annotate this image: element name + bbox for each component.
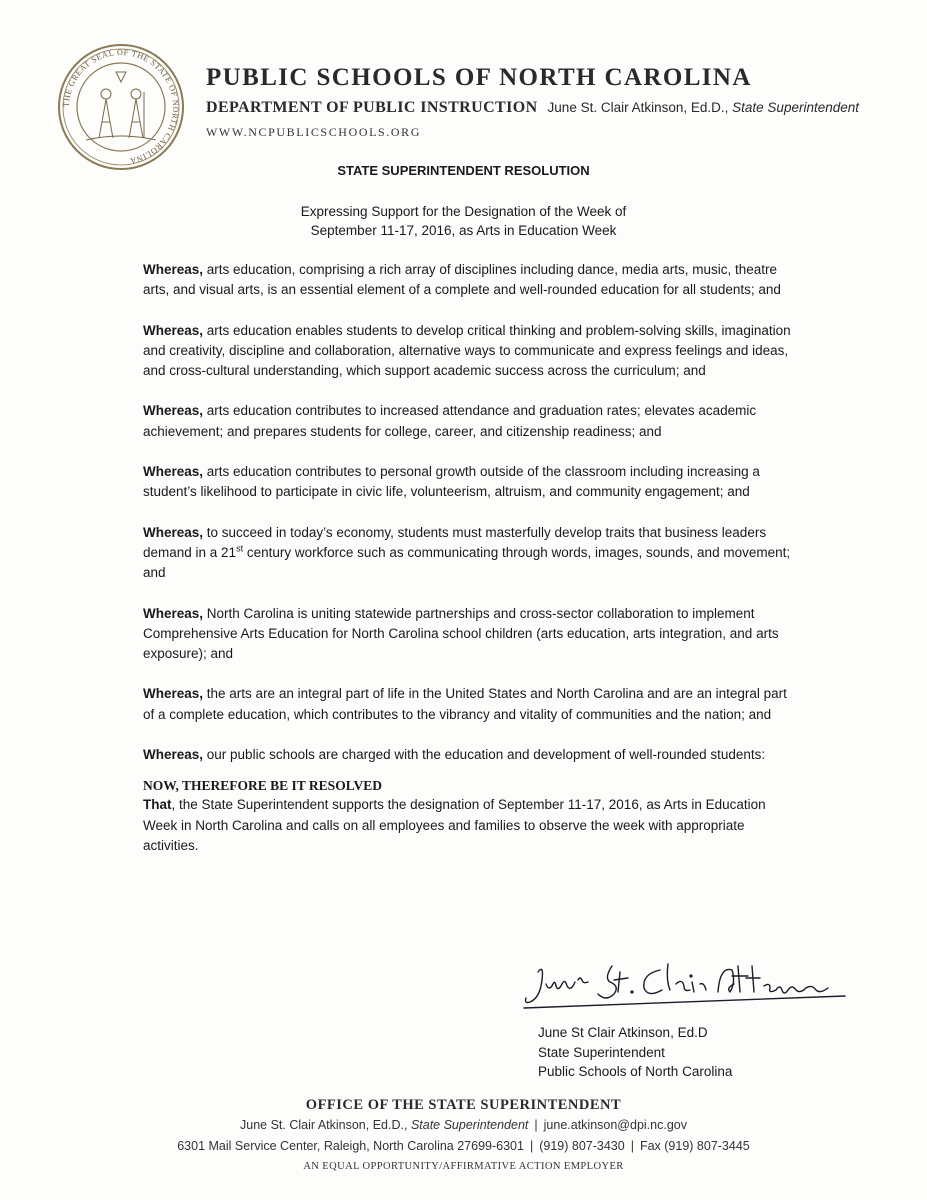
whereas-text: arts education, comprising a rich array of disciplines including dance, media arts, music, theatre arts, and visual arts, is an essential element of a complete and well-rounded education for all students; and: [143, 262, 781, 298]
whereas-text: arts education enables students to develop critical thinking and problem-solving skills, imagination and creativity, discipline and collaboration, alternative ways to communicate and express feelings and ideas, and cross-cultural understanding, which support academic success across the curriculum; and: [143, 322, 791, 379]
superintendent-title: State Superintendent: [732, 100, 860, 115]
footer-title: State Superintendent: [410, 1118, 529, 1132]
footer-separator: |: [630, 1139, 634, 1153]
whereas-text: the arts are an integral part of life in the United States and North Carolina and are an integral part of a complete education, which contributes to the vibrancy and vitality of communities and the nation; and: [143, 686, 787, 722]
seal-ring-text: THE GREAT SEAL OF THE STATE OF NORTH CAROLINA: [61, 47, 181, 166]
letterhead-website: WWW.NCPUBLICSCHOOLS.ORG: [206, 125, 422, 139]
whereas-label: Whereas,: [143, 464, 204, 480]
footer-fax: Fax (919) 807-3445: [639, 1139, 750, 1153]
whereas-clause: [143, 321, 793, 382]
resolved-that: That: [143, 797, 172, 813]
letterhead-superintendent: [548, 100, 859, 115]
whereas-clause: [143, 462, 793, 503]
whereas-clause: [143, 684, 793, 725]
whereas-text: century workforce such as communicating through words, images, sounds, and movement; and: [143, 544, 791, 581]
whereas-text: arts education contributes to increased attendance and graduation rates; elevates academic achievement; and prepares students for college, career, and citizenship readiness; and: [143, 403, 757, 439]
resolved-text: [143, 795, 793, 856]
footer-email: june.atkinson@dpi.nc.gov: [543, 1118, 687, 1132]
footer-contact-line-1: [0, 1118, 927, 1132]
whereas-text: to succeed in today’s economy, students must masterfully develop traits that business leaders demand in a 21: [143, 524, 767, 560]
signer-org: Public Schools of North Carolina: [538, 1064, 733, 1079]
letterhead-title: PUBLIC SCHOOLS OF NORTH CAROLINA: [206, 64, 752, 91]
signer-title: State Superintendent: [538, 1044, 665, 1060]
whereas-label: Whereas,: [143, 605, 204, 621]
state-seal-icon: [56, 42, 186, 172]
signer-name: June St Clair Atkinson, Ed.D: [538, 1025, 708, 1040]
footer-separator: |: [534, 1118, 538, 1132]
footer-eoe: AN EQUAL OPPORTUNITY/AFFIRMATIVE ACTION EMPLOYER: [303, 1161, 624, 1172]
whereas-label: Whereas,: [143, 403, 204, 419]
footer-name: June St. Clair Atkinson, Ed.D.,: [240, 1118, 408, 1132]
subtitle-line-1: Expressing Support for the Designation of the Week of: [300, 204, 627, 219]
footer-phone: (919) 807-3430: [539, 1139, 625, 1153]
subtitle-line-2: September 11-17, 2016, as Arts in Education Week: [310, 223, 617, 238]
letterhead-department: [206, 99, 859, 117]
whereas-label: Whereas,: [143, 262, 204, 277]
whereas-label: Whereas,: [143, 686, 204, 702]
footer-office: OFFICE OF THE STATE SUPERINTENDENT: [305, 1097, 622, 1113]
signature-image: [520, 958, 850, 1013]
resolution-title: STATE SUPERINTENDENT RESOLUTION: [337, 163, 590, 178]
whereas-label: Whereas,: [143, 524, 204, 540]
whereas-text: arts education contributes to personal growth outside of the classroom including increasing a student’s likelihood to participate in civic life, volunteerism, altruism, and community engagement; and: [143, 464, 760, 500]
whereas-label: Whereas,: [143, 747, 204, 763]
footer-address: 6301 Mail Service Center, Raleigh, North Carolina 27699-6301: [177, 1139, 524, 1153]
ordinal-suffix: st: [236, 543, 244, 554]
whereas-clause: [143, 260, 793, 301]
resolution-subtitle: [0, 202, 927, 240]
whereas-clause: [143, 604, 793, 665]
signer-block: [538, 1023, 732, 1082]
resolved-heading: NOW, THEREFORE BE IT RESOLVED: [143, 778, 382, 794]
whereas-clause-economy: [143, 523, 793, 584]
whereas-text: our public schools are charged with the education and development of well-rounded students:: [203, 747, 766, 763]
department-name: DEPARTMENT OF PUBLIC INSTRUCTION: [206, 99, 538, 116]
whereas-clause: [143, 745, 793, 765]
resolution-body: [143, 260, 793, 856]
footer-separator: |: [529, 1139, 534, 1153]
superintendent-name: June St. Clair Atkinson, Ed.D.,: [547, 100, 729, 115]
resolved-body: , the State Superintendent supports the designation of September 11-17, 2016, as Arts in Education Week in North Carolina and calls on all employees and families to observe the week with appropriate activities.: [143, 797, 766, 853]
whereas-clause: [143, 401, 793, 442]
footer-contact-line-2: [0, 1139, 927, 1153]
whereas-text: North Carolina is uniting statewide partnerships and cross-sector collaboration to implement Comprehensive Arts Education for North Carolina school children (arts education, arts integration, and arts exposure); and: [143, 605, 779, 662]
whereas-label: Whereas,: [143, 322, 204, 338]
